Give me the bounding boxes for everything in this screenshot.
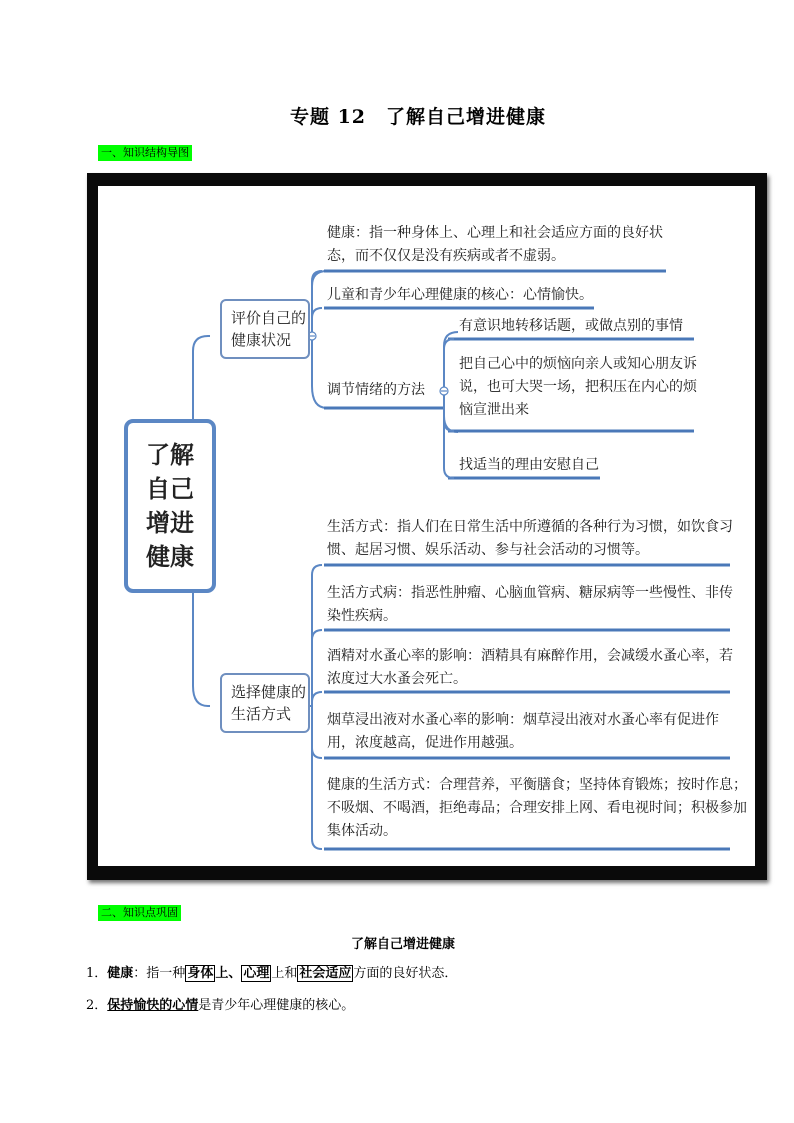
leaf-tobacco-effect [327,709,719,755]
center-line: 健康 [146,543,194,571]
branch-node-health-status [220,299,310,359]
leaf-line: 烟草浸出液对水蚤心率的影响：烟草浸出液对水蚤心率有促进作 [327,712,719,728]
page-title: 专题 12 了解自己增进健康 [289,106,547,128]
leaf-line: 用，浓度越高，促进作用越强。 [327,735,523,751]
section-label-review: 二、知识点巩固 [98,905,181,921]
branch-label-line: 选择健康的 [231,683,307,701]
key-phrase-underlined: 保持愉快的心情 [107,998,199,1013]
leaf-health-definition [327,222,663,268]
item-number: 1． [86,966,108,981]
sub-branch-emotion-methods: 调节情绪的方法 [327,382,425,398]
leaf-lifestyle-disease [327,582,733,628]
center-line: 了解 [146,441,194,469]
text: 方面的良好状态． [353,966,458,981]
leaf-line: 集体活动。 [327,823,397,839]
leaf-mental-health-core [327,284,593,307]
leaf-line: 儿童和青少年心理健康的核心：心情愉快。 [327,287,593,303]
leaf-line: 找适当的理由安慰自己 [459,457,599,473]
leaf-healthy-lifestyle [327,774,747,843]
text: ：指一种 [133,966,186,981]
leaf-line: 把自己心中的烦恼向亲人或知心朋友诉 [459,356,697,372]
leaf-line: 生活方式：指人们在日常生活中所遵循的各种行为习惯，如饮食习 [327,519,733,535]
keyword-box: 身体 [187,966,214,981]
leaf-line: 说，也可大哭一场，把积压在内心的烦 [459,379,697,395]
keyword-box: 社会适应 [299,966,352,981]
branch-label-line: 健康状况 [231,331,292,349]
leaf-alcohol-effect [327,645,733,691]
paragraph-2 [86,996,354,1016]
keyword-box: 心理 [243,966,270,981]
leaf-line: 恼宣泄出来 [459,402,529,418]
paragraph-1 [86,964,457,984]
leaf-method-venting [459,353,697,422]
term-bold: 健康 [107,966,134,981]
section-label-structure: 一、知识结构导图 [98,145,192,161]
mind-map-center-node [124,419,216,593]
text: 上、 [215,966,242,981]
leaf-line: 不吸烟、不喝酒，拒绝毒品；合理安排上网、看电视时间；积极参加 [327,800,747,816]
branch-label-line: 生活方式 [231,705,292,723]
text: 上和 [271,966,298,981]
item-number: 2． [86,998,108,1013]
branch-node-healthy-lifestyle [220,673,310,733]
text: 是青少年心理健康的核心。 [198,998,355,1013]
leaf-method-distraction [459,315,683,338]
leaf-line: 健康的生活方式：合理营养，平衡膳食；坚持体育锻炼；按时作息； [327,777,747,793]
leaf-line: 浓度过大水蚤会死亡。 [327,671,467,687]
leaf-lifestyle-definition [327,516,733,562]
leaf-method-comfort [459,454,599,477]
leaf-line: 染性疾病。 [327,608,397,624]
leaf-line: 生活方式病：指恶性肿瘤、心脑血管病、糖尿病等一些慢性、非传 [327,585,733,601]
leaf-line: 健康：指一种身体上、心理上和社会适应方面的良好状 [327,225,663,241]
body-heading: 了解自己增进健康 [350,937,455,952]
mind-map-canvas [98,186,755,866]
mind-map-frame [87,173,767,880]
leaf-line: 酒精对水蚤心率的影响：酒精具有麻醉作用，会减缓水蚤心率，若 [327,648,733,664]
leaf-line: 有意识地转移话题，或做点别的事情 [459,318,683,334]
branch-label-line: 评价自己的 [231,309,307,327]
leaf-line: 惯、起居习惯、娱乐活动、参与社会活动的习惯等。 [327,542,649,558]
center-line: 增进 [146,509,194,537]
leaf-line: 态，而不仅仅是没有疾病或者不虚弱。 [327,248,565,264]
center-line: 自己 [146,475,194,503]
